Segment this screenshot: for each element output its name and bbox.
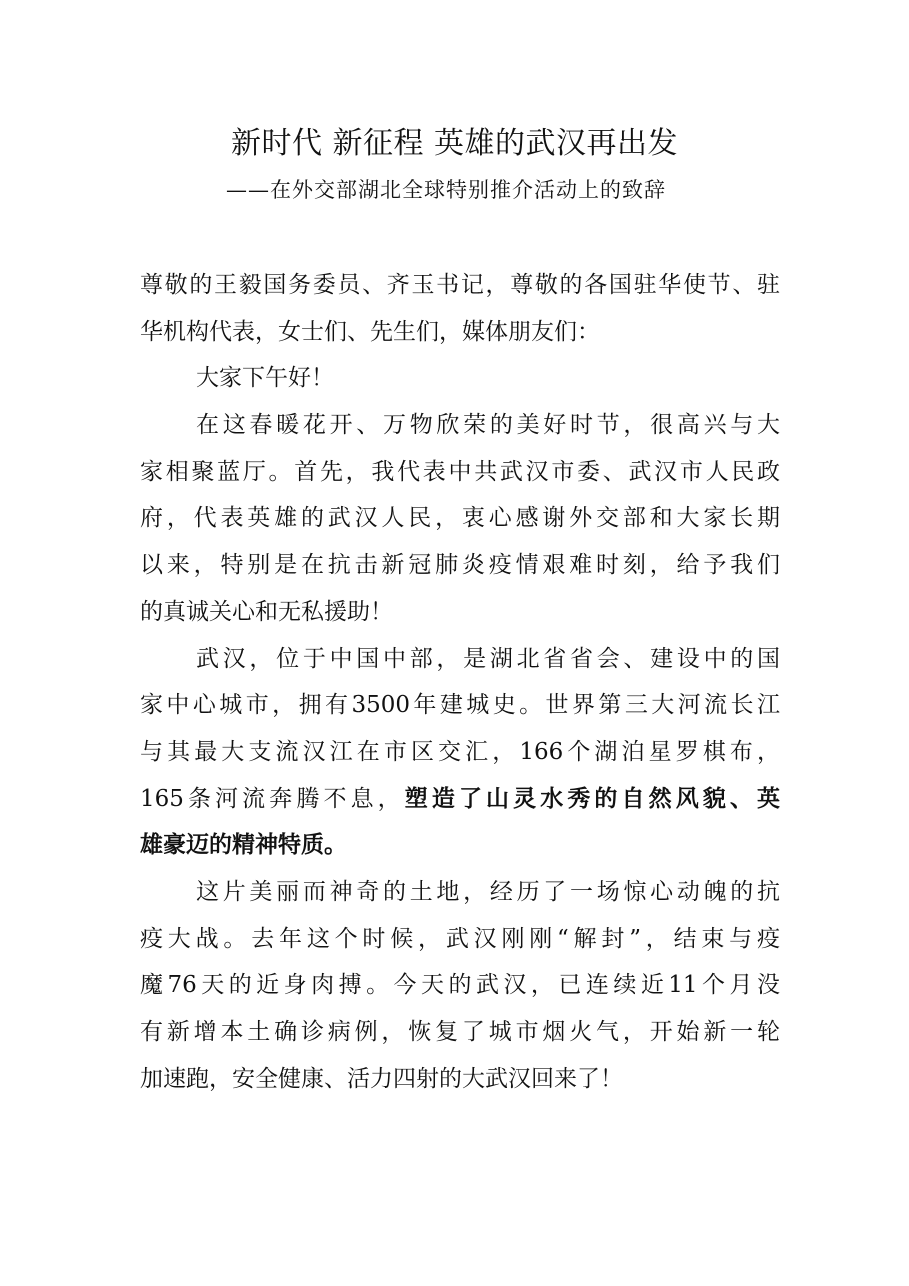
paragraph-line: 加速跑，安全健康、活力四射的大武汉回来了！	[140, 1065, 623, 1092]
paragraph-line: 的真诚关心和无私援助！	[140, 598, 393, 625]
paragraph-line: 武汉，位于中国中部，是湖北省省会、建设中的国	[196, 645, 780, 672]
document-body	[140, 262, 780, 1102]
paragraph-line: 大家下午好！	[196, 365, 334, 392]
paragraph-line: 有新增本土确诊病例，恢复了城市烟火气，开始新一轮	[140, 1019, 780, 1045]
document-subtitle: ——在外交部湖北全球特别推介活动上的致辞	[226, 178, 666, 202]
paragraph-line: 疫大战。去年这个时候，武汉刚刚“解封”，结束与疫	[140, 925, 780, 952]
paragraph-line: 以来，特别是在抗击新冠肺炎疫情艰难时刻，给予我们	[140, 552, 780, 579]
paragraph-line: 家相聚蓝厅。首先，我代表中共武汉市委、武汉市人民政	[140, 458, 780, 485]
paragraph-segment: 165条河流奔腾不息，	[140, 785, 405, 812]
bold-emphasis: 塑造了山灵水秀的自然风貌、英	[404, 784, 781, 812]
paragraph-line: 府，代表英雄的武汉人民，衷心感谢外交部和大家长期	[140, 505, 780, 532]
document-title: 新时代 新征程 英雄的武汉再出发	[230, 126, 679, 161]
paragraph-line: 这片美丽而神奇的土地，经历了一场惊心动魄的抗	[196, 878, 780, 905]
paragraph-line: 家中心城市，拥有3500年建城史。世界第三大河流长江	[140, 692, 780, 719]
paragraph-line: 在这春暖花开、万物欣荣的美好时节，很高兴与大	[196, 412, 780, 439]
paragraph-line: 魔76天的近身肉搏。今天的武汉，已连续近11个月没	[140, 972, 780, 999]
paragraph-line: 尊敬的王毅国务委员、齐玉书记，尊敬的各国驻华使节、驻	[140, 272, 780, 298]
paragraph-line: 华机构代表，女士们、先生们，媒体朋友们：	[140, 318, 600, 345]
bold-emphasis: 雄豪迈的精神特质。	[140, 831, 347, 859]
paragraph-line: 与其最大支流汉江在市区交汇，166个湖泊星罗棋布，	[140, 738, 780, 765]
paragraph-line-mixed	[140, 776, 780, 823]
